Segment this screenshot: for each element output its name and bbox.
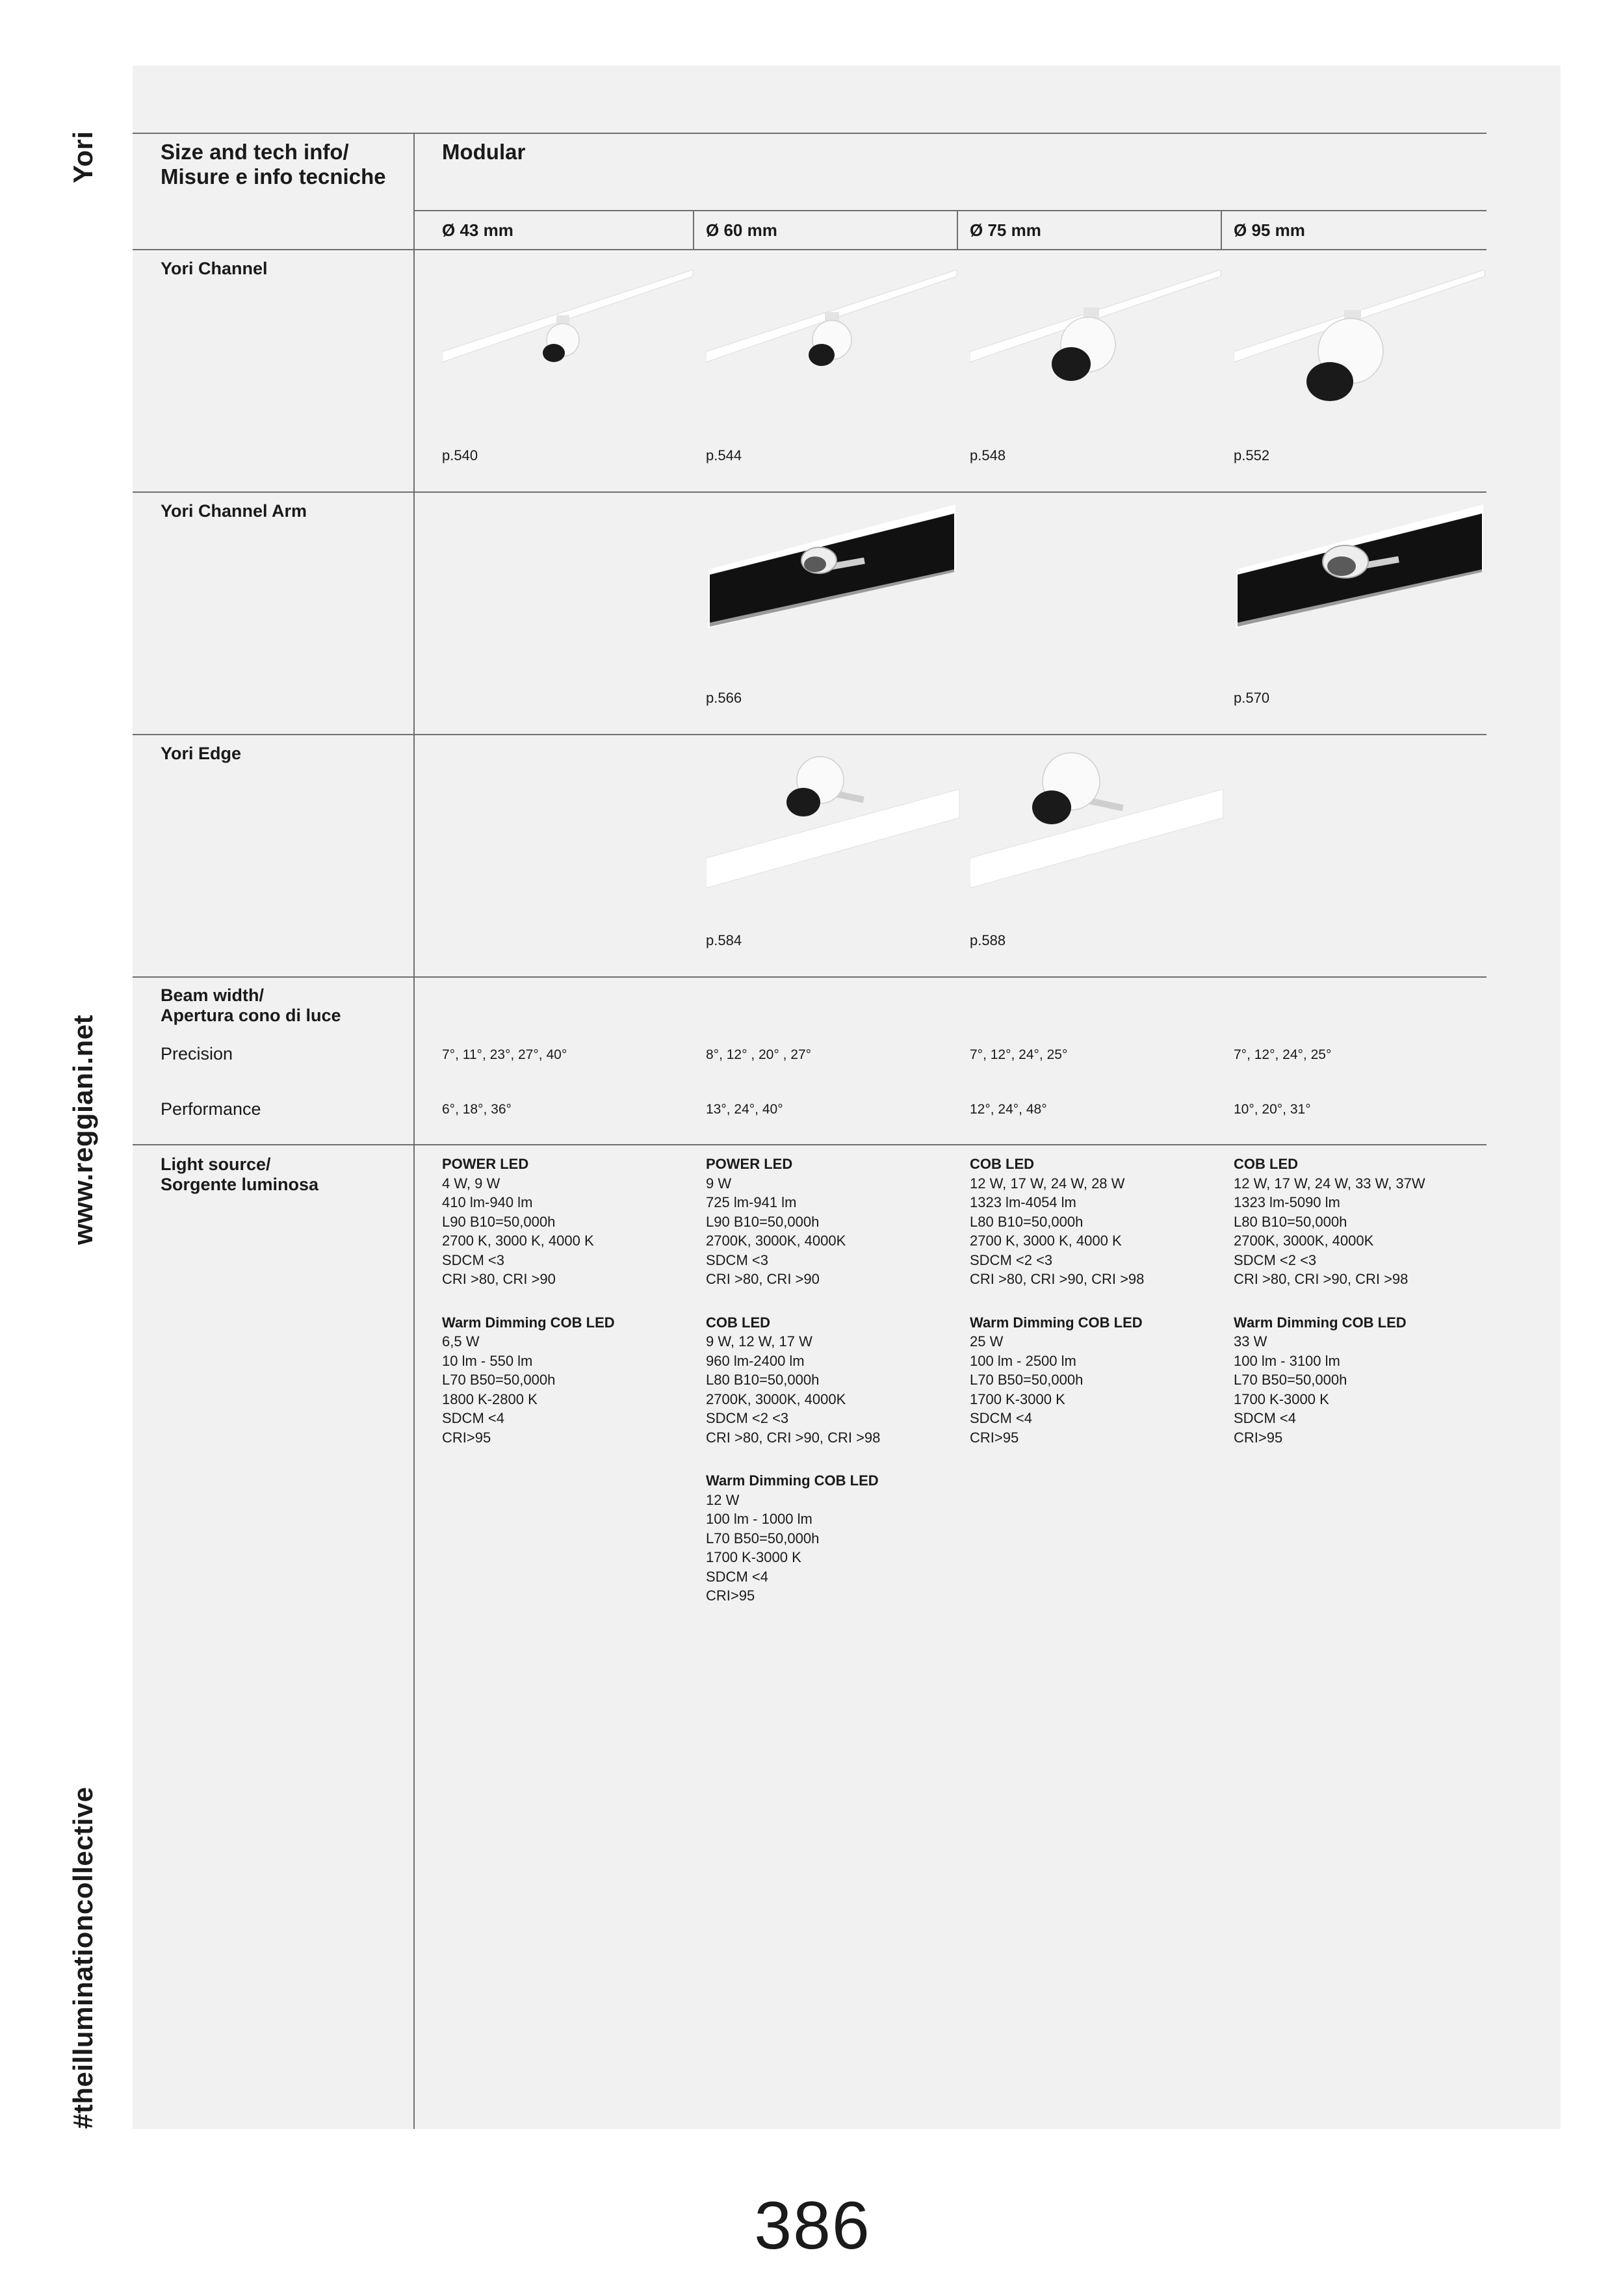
light-source-spec-line: 1700 K-3000 K <box>706 1549 801 1565</box>
beam-precision-value: 7°, 11°, 23°, 27°, 40° <box>442 1047 567 1062</box>
row-label-light-source: Light source/ Sorgente luminosa <box>161 1155 319 1194</box>
light-source-spec-line: 2700 K, 3000 K, 4000 K <box>970 1233 1122 1249</box>
light-source-spec-line: 2700 K, 3000 K, 4000 K <box>442 1233 594 1249</box>
light-source-spec-line: 1700 K-3000 K <box>970 1390 1065 1407</box>
spec-gap <box>1234 1289 1425 1313</box>
light-source-spec-line: 2700K, 3000K, 4000K <box>706 1390 846 1407</box>
light-source-spec-line: L70 B50=50,000h <box>970 1372 1084 1388</box>
light-source-spec-line: SDCM <2 <3 <box>970 1251 1053 1268</box>
light-source-type: COB LED <box>706 1314 770 1331</box>
side-label-product: Yori <box>68 131 98 183</box>
light-source-spec-line: SDCM <2 <3 <box>706 1410 789 1426</box>
column-header: Ø 75 mm <box>970 220 1041 240</box>
yori-channel-43-image <box>442 270 694 377</box>
column-header: Ø 95 mm <box>1234 220 1305 240</box>
rule-col-4 <box>1221 210 1222 250</box>
light-source-spec-line: SDCM <4 <box>706 1568 768 1585</box>
light-source-spec-line: 1700 K-3000 K <box>1234 1390 1329 1407</box>
light-source-spec-line: 33 W <box>1234 1333 1267 1350</box>
light-source-spec-line: 2700K, 3000K, 4000K <box>706 1233 846 1249</box>
yori-channel-arm-95-image <box>1236 504 1485 628</box>
light-source-spec-line: L70 B50=50,000h <box>1234 1372 1347 1388</box>
light-source-spec-line: 12 W, 17 W, 24 W, 28 W <box>970 1175 1125 1192</box>
light-source-spec-line: SDCM <4 <box>970 1410 1032 1426</box>
row-label-channel: Yori Channel <box>161 259 268 278</box>
light-source-spec-line: SDCM <3 <box>706 1251 768 1268</box>
light-source-spec-line: 10 lm - 550 lm <box>442 1352 533 1369</box>
light-source-spec-line: 9 W <box>706 1175 732 1192</box>
side-label-website: www.reggiani.net <box>68 1014 98 1245</box>
light-source-spec-line: 12 W, 17 W, 24 W, 33 W, 37W <box>1234 1175 1425 1192</box>
column-header: Ø 43 mm <box>442 220 513 240</box>
light-source-spec-line: 9 W, 12 W, 17 W <box>706 1333 812 1350</box>
light-source-spec-line: 100 lm - 3100 lm <box>1234 1352 1340 1369</box>
light-source-spec-line: SDCM <4 <box>442 1410 504 1426</box>
rule-arm-bottom <box>133 734 1487 735</box>
light-source-column <box>970 1155 1144 1447</box>
light-source-spec-line: L90 B10=50,000h <box>706 1213 820 1230</box>
light-source-spec-line: L80 B10=50,000h <box>1234 1213 1347 1230</box>
light-source-spec-line: 100 lm - 2500 lm <box>970 1352 1076 1369</box>
beam-precision-value: 7°, 12°, 24°, 25° <box>1234 1047 1332 1062</box>
row-label-edge: Yori Edge <box>161 744 242 763</box>
beam-performance-value: 6°, 18°, 36° <box>442 1102 512 1117</box>
light-source-spec-line: SDCM <4 <box>1234 1410 1296 1426</box>
page-number: 386 <box>754 2188 871 2263</box>
light-source-spec-line: 410 lm-940 lm <box>442 1194 533 1210</box>
page-ref: p.540 <box>442 447 478 463</box>
light-source-spec-line: L70 B50=50,000h <box>442 1372 556 1388</box>
page-ref: p.570 <box>1234 690 1270 706</box>
rule-header-bottom <box>414 210 1487 211</box>
light-source-spec-line: SDCM <2 <3 <box>1234 1251 1317 1268</box>
beam-performance-label: Performance <box>161 1099 261 1119</box>
light-source-spec-line: L70 B50=50,000h <box>706 1530 820 1546</box>
yori-channel-75-image <box>970 270 1222 400</box>
yori-edge-75-image <box>970 748 1225 891</box>
rule-channel-bottom <box>133 491 1487 493</box>
page-ref: p.566 <box>706 690 742 706</box>
light-source-spec-line: 1323 lm-4054 lm <box>970 1194 1076 1210</box>
rule-label-column <box>413 133 415 2129</box>
beam-performance-value: 10°, 20°, 31° <box>1234 1102 1311 1117</box>
light-source-spec-line: 2700K, 3000K, 4000K <box>1234 1233 1374 1249</box>
spec-gap <box>970 1289 1144 1313</box>
beam-precision-value: 7°, 12°, 24°, 25° <box>970 1047 1068 1062</box>
light-source-spec-line: CRI >80, CRI >90, CRI >98 <box>1234 1271 1409 1287</box>
light-source-column <box>706 1155 880 1606</box>
column-header: Ø 60 mm <box>706 220 777 240</box>
page-ref: p.544 <box>706 447 742 463</box>
light-source-spec-line: CRI >80, CRI >90 <box>706 1271 820 1287</box>
yori-channel-arm-60-image <box>708 504 957 628</box>
light-source-spec-line: 725 lm-941 lm <box>706 1194 797 1210</box>
beam-performance-value: 12°, 24°, 48° <box>970 1102 1047 1117</box>
light-source-spec-line: 6,5 W <box>442 1333 480 1350</box>
table-title: Size and tech info/ Misure e info tecniche <box>161 140 386 189</box>
light-source-type: Warm Dimming COB LED <box>970 1314 1143 1331</box>
side-label-hashtag: #theilluminationcollective <box>68 1786 98 2129</box>
yori-channel-95-image <box>1234 270 1486 419</box>
light-source-spec-line: CRI >80, CRI >90, CRI >98 <box>970 1271 1145 1287</box>
light-source-type: POWER LED <box>706 1156 793 1172</box>
page-ref: p.588 <box>970 932 1006 948</box>
light-source-spec-line: SDCM <3 <box>442 1251 504 1268</box>
beam-precision-value: 8°, 12° , 20° , 27° <box>706 1047 812 1062</box>
light-source-spec-line: 1800 K-2800 K <box>442 1390 538 1407</box>
light-source-spec-line: CRI>95 <box>970 1429 1019 1446</box>
light-source-spec-line: 100 lm - 1000 lm <box>706 1511 812 1527</box>
page-ref: p.552 <box>1234 447 1270 463</box>
rule-beam-bottom <box>133 1144 1487 1145</box>
spec-gap <box>706 1447 880 1471</box>
light-source-spec-line: 960 lm-2400 lm <box>706 1352 805 1369</box>
light-source-type: Warm Dimming COB LED <box>442 1314 615 1331</box>
light-source-spec-line: CRI>95 <box>1234 1429 1283 1446</box>
rule-columns-bottom <box>133 249 1487 250</box>
light-source-spec-line: CRI >80, CRI >90, CRI >98 <box>706 1429 881 1446</box>
row-label-channel-arm: Yori Channel Arm <box>161 501 307 521</box>
section-title: Modular <box>442 140 526 164</box>
light-source-type: COB LED <box>970 1156 1034 1172</box>
row-label-beam-width: Beam width/ Apertura cono di luce <box>161 985 341 1025</box>
light-source-spec-line: 12 W <box>706 1491 740 1508</box>
light-source-spec-line: 4 W, 9 W <box>442 1175 500 1192</box>
page-ref: p.584 <box>706 932 742 948</box>
light-source-type: Warm Dimming COB LED <box>1234 1314 1407 1331</box>
light-source-spec-line: L80 B10=50,000h <box>706 1372 820 1388</box>
beam-precision-label: Precision <box>161 1044 233 1063</box>
light-source-type: Warm Dimming COB LED <box>706 1472 879 1489</box>
light-source-spec-line: L80 B10=50,000h <box>970 1213 1084 1230</box>
rule-top <box>133 133 1487 134</box>
light-source-type: COB LED <box>1234 1156 1298 1172</box>
spec-gap <box>706 1289 880 1313</box>
page-ref: p.548 <box>970 447 1006 463</box>
rule-edge-bottom <box>133 976 1487 978</box>
light-source-column <box>1234 1155 1425 1447</box>
beam-performance-value: 13°, 24°, 40° <box>706 1102 783 1117</box>
light-source-column <box>442 1155 615 1447</box>
light-source-spec-line: 25 W <box>970 1333 1004 1350</box>
light-source-type: POWER LED <box>442 1156 529 1172</box>
light-source-spec-line: 1323 lm-5090 lm <box>1234 1194 1340 1210</box>
light-source-spec-line: CRI >80, CRI >90 <box>442 1271 556 1287</box>
yori-channel-60-image <box>706 270 958 377</box>
spec-gap <box>442 1289 615 1313</box>
yori-edge-60-image <box>706 748 961 891</box>
rule-col-2 <box>693 210 694 250</box>
light-source-spec-line: CRI>95 <box>706 1587 755 1604</box>
light-source-spec-line: CRI>95 <box>442 1429 491 1446</box>
rule-col-3 <box>957 210 958 250</box>
light-source-spec-line: L90 B10=50,000h <box>442 1213 556 1230</box>
